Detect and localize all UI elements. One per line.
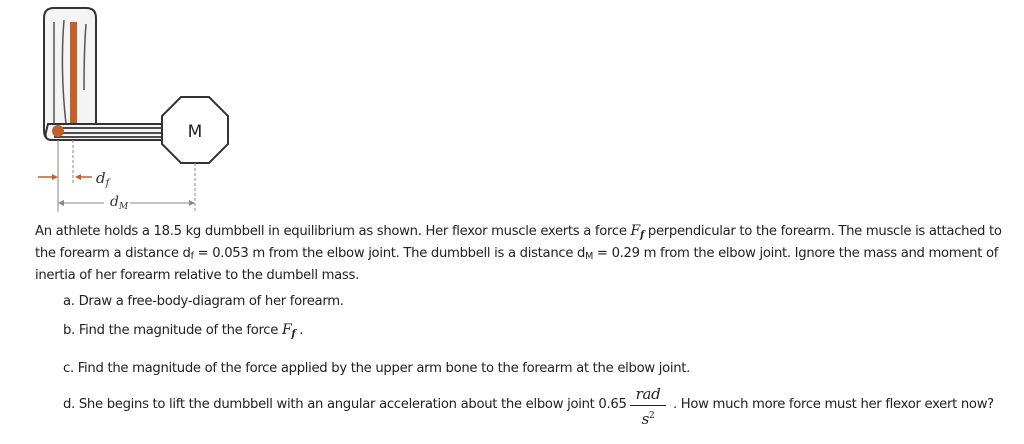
df-label: $d_f$	[96, 169, 110, 189]
problem-statement: An athlete holds a 18.5 kg dumbbell in equilibrium as shown. Her flexor muscle exerts a force $F_f$ perpendicular to the forearm. The muscle is attached to the forearm a distance df = 0.053 m from the elbow joint. The dumbbell is a distance dM = 0.29 m from the elbow joint. Ignore the mass and moment of inertia of her forearm relative to the dumbell mass.	[35, 223, 1002, 283]
elbow-forearm-dumbbell-figure	[0, 0, 260, 222]
elbow-joint-dot	[52, 125, 64, 137]
question-d: d. She begins to lift the dumbbell with an angular acceleration about the elbow joint 0.65 rad $s^2$ . How much more force must her flexor exert now?	[63, 385, 994, 428]
angular-acceleration-unit: rad $s^2$	[630, 385, 666, 429]
df-dimension-arrows	[38, 174, 92, 180]
question-a: a. Draw a free-body-diagram of her forearm.	[63, 294, 344, 309]
flexor-muscle	[70, 22, 77, 130]
dm-label: $d_M$	[110, 194, 129, 212]
question-b: b. Find the magnitude of the force $F_f$ .	[63, 322, 304, 340]
mass-label: M	[187, 122, 203, 142]
question-c: c. Find the magnitude of the force applied by the upper arm bone to the forearm at the elbow joint.	[63, 361, 691, 376]
